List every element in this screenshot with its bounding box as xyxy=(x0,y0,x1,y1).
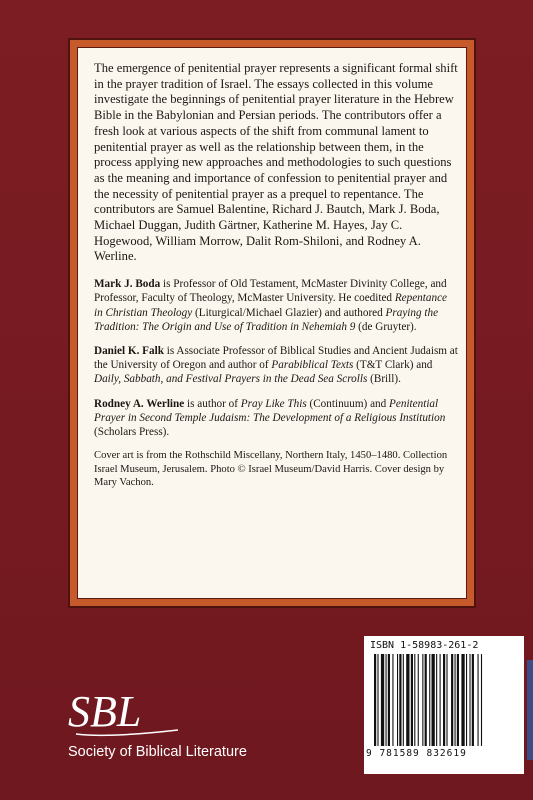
book-description: The emergence of penitential prayer represents a significant formal shift in the prayer tradition of Israel. The essays collected in this volume investigate the beginnings of penitential prayer literature in the Hebrew Bible in the Babylonian and Persian periods. The contributors offer a fresh look at various aspects of the shift from communal lament to penitential prayer as well as the relationship between them, in the process applying new approaches and methodologies to such questions as the meaning and importance of confession to penitential prayer and the necessity of penitential prayer as a prequel to repentance. The contributors are Samuel Balentine, Richard J. Bautch, Mark J. Boda, Michael Duggan, Judith Gärtner, Katherine M. Hayes, Jay C. Hogewood, William Morrow, Dalit Rom-Shiloni, and Rodney A. Werline. xyxy=(94,61,458,264)
bio-text: (Scholars Press). xyxy=(94,425,170,438)
book-title: Penitential Prayer in Second Temple Judaism: The Development of a Religious Institution xyxy=(94,397,446,424)
bio-text: is author of xyxy=(184,397,241,410)
book-title: Daily, Sabbath, and Festival Prayers in the Dead Sea Scrolls xyxy=(94,373,368,386)
sbl-monogram-icon xyxy=(68,686,188,741)
barcode xyxy=(364,636,524,774)
book-title: Repentance in Christian Theology xyxy=(94,292,448,319)
text-frame xyxy=(68,38,476,608)
bio-text: (Continuum) and xyxy=(306,397,390,410)
text-frame-inner xyxy=(77,47,467,599)
book-title: Pray Like This xyxy=(240,397,307,410)
cover-credits: Cover art is from the Rothschild Miscellany, Northern Italy, 1450–1480. Collection Israel Museum, Jerusalem. Photo © Israel Museum/David Harris. Cover design by Mary Vachon. xyxy=(94,450,448,489)
barcode-bars-icon xyxy=(374,654,514,746)
bio-name: Daniel K. Falk xyxy=(94,344,164,357)
sbl-monogram-text: SBL xyxy=(68,687,142,736)
isbn-label: ISBN 1-58983-261-2 xyxy=(370,640,479,651)
bio-text: is Associate Professor of Biblical Studies and Ancient Judaism at the University of Oregon and author of xyxy=(94,344,458,372)
bio-text: is Professor of Old Testament, McMaster Divinity College, and Professor, Faculty of Theology, McMaster University. He coedited xyxy=(94,278,447,305)
book-title: Praying the Tradition: The Origin and Use of Tradition in Nehemiah 9 xyxy=(94,306,439,333)
cover-edge-strip xyxy=(527,660,533,760)
book-title: Parabiblical Texts xyxy=(271,359,354,372)
text-panel xyxy=(94,61,458,490)
bio-text: (T&T Clark) and xyxy=(353,359,433,372)
bio-text: (Liturgical/Michael Glazier) and authored xyxy=(192,306,386,319)
bio-name: Mark J. Boda xyxy=(94,278,161,291)
publisher-name: Society of Biblical Literature xyxy=(68,744,247,760)
barcode-digits: 9 781589 832619 xyxy=(366,748,467,759)
bio-text: (de Gruyter). xyxy=(355,320,417,333)
bio-boda xyxy=(94,277,458,334)
bio-name: Rodney A. Werline xyxy=(94,397,185,410)
bio-text: (Brill). xyxy=(367,373,401,386)
bio-falk xyxy=(94,344,458,387)
publisher-logo xyxy=(68,686,278,776)
bio-werline xyxy=(94,397,458,440)
